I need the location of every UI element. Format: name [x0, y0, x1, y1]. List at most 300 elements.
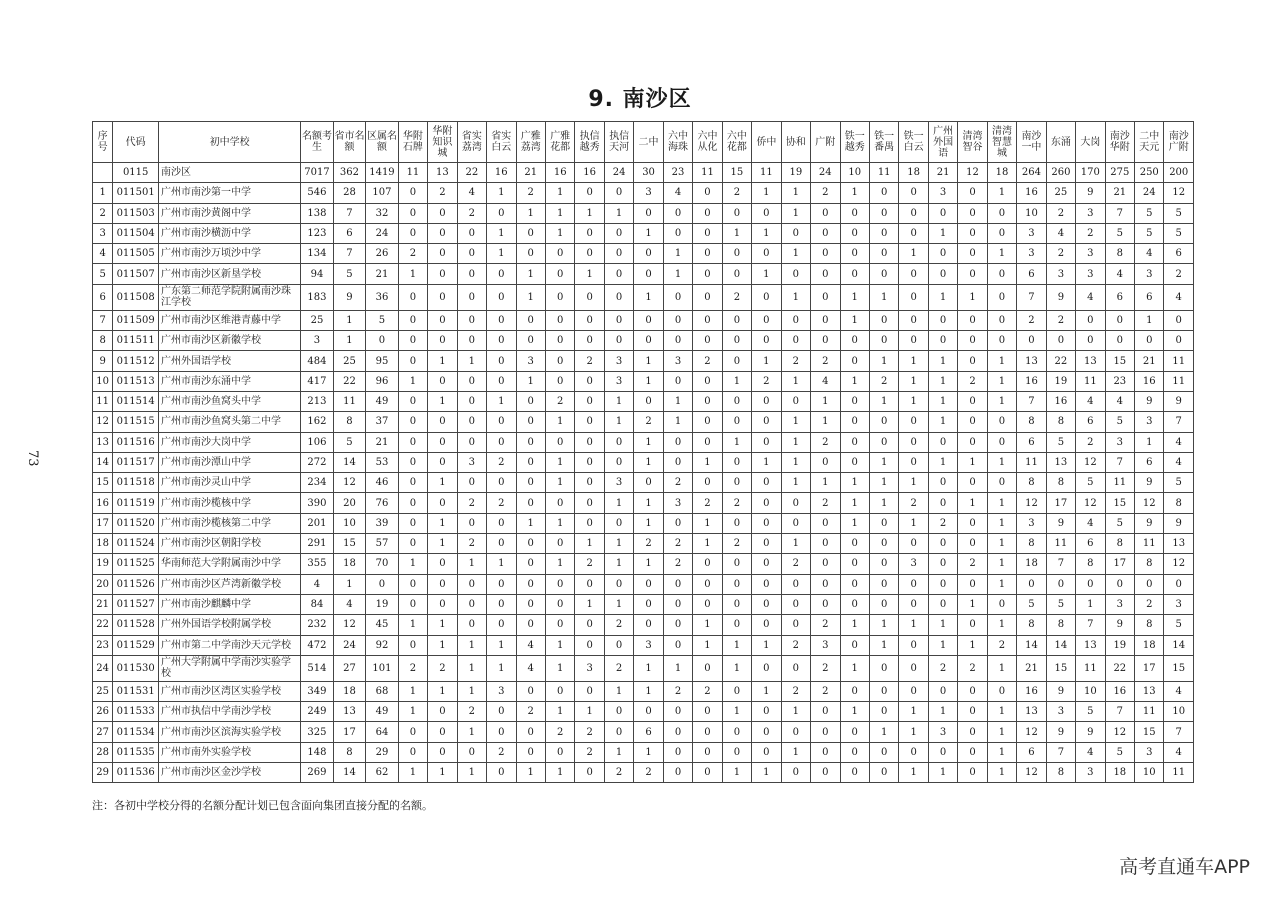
table-cell: 2 [722, 183, 751, 203]
table-cell: 1 [987, 554, 1016, 574]
table-cell: 0 [575, 391, 604, 411]
table-cell: 1 [428, 473, 457, 493]
table-cell: 0 [752, 655, 781, 681]
table-cell: 0 [693, 574, 722, 594]
table-cell: 3 [1076, 264, 1105, 284]
table-header-row [93, 122, 1194, 163]
table-cell: 4 [1164, 432, 1194, 452]
table-cell: 011529 [113, 635, 159, 655]
table-cell: 0 [958, 615, 987, 635]
table-cell: 1 [840, 183, 869, 203]
table-cell: 28 [333, 183, 366, 203]
table-cell: 0 [811, 722, 840, 742]
table-cell: 2 [958, 655, 987, 681]
table-cell: 0 [398, 513, 427, 533]
table-cell: 0 [457, 371, 486, 391]
table-row [93, 763, 1194, 783]
column-header: 清湾智谷 [958, 122, 987, 163]
column-header: 广州外国语 [928, 122, 957, 163]
table-cell: 1 [428, 615, 457, 635]
table-cell: 3 [457, 452, 486, 472]
table-cell: 2 [811, 615, 840, 635]
table-cell: 0 [575, 763, 604, 783]
table-cell: 0 [693, 432, 722, 452]
table-cell: 0 [545, 574, 574, 594]
table-cell: 0 [811, 284, 840, 310]
table-cell: 8 [1046, 473, 1075, 493]
table-cell: 0 [457, 310, 486, 330]
table-cell: 0 [811, 331, 840, 351]
table-cell: 0 [811, 264, 840, 284]
table-cell: 0 [575, 635, 604, 655]
table-cell: 0 [428, 742, 457, 762]
table-cell: 1 [869, 351, 898, 371]
table-cell: 0 [722, 742, 751, 762]
table-cell: 8 [1135, 554, 1164, 574]
table-cell: 0 [899, 183, 928, 203]
table-cell: 107 [366, 183, 399, 203]
table-cell: 275 [1105, 163, 1134, 183]
table-cell: 0 [958, 473, 987, 493]
page-title: 9. 南沙区 [588, 87, 692, 112]
table-cell: 200 [1164, 163, 1194, 183]
table-cell: 2 [811, 681, 840, 701]
table-cell: 0 [663, 331, 692, 351]
table-cell: 1 [840, 284, 869, 310]
table-cell: 0 [928, 574, 957, 594]
table-cell: 3 [301, 331, 334, 351]
column-header: 铁一番禺 [869, 122, 898, 163]
table-cell: 0 [575, 473, 604, 493]
table-cell: 4 [1135, 244, 1164, 264]
school-name-cell: 广州市南沙区新徽学校 [159, 331, 301, 351]
table-cell: 362 [333, 163, 366, 183]
table-cell: 0 [693, 763, 722, 783]
table-cell: 1 [634, 513, 663, 533]
table-cell: 1 [752, 223, 781, 243]
table-cell: 0 [958, 534, 987, 554]
table-cell: 2 [693, 493, 722, 513]
table-cell: 3 [663, 351, 692, 371]
table-cell: 2 [811, 493, 840, 513]
table-cell: 1 [722, 635, 751, 655]
table-cell: 2 [781, 554, 810, 574]
table-cell: 1 [722, 763, 751, 783]
table-cell: 0 [722, 722, 751, 742]
table-cell: 0 [899, 310, 928, 330]
table-cell: 0 [634, 473, 663, 493]
table-cell: 0 [575, 412, 604, 432]
table-cell: 12 [333, 615, 366, 635]
table-cell: 8 [1046, 412, 1075, 432]
table-cell: 4 [516, 635, 545, 655]
table-cell: 11 [1164, 763, 1194, 783]
table-cell: 2 [545, 722, 574, 742]
table-cell: 0 [869, 742, 898, 762]
table-cell: 472 [301, 635, 334, 655]
table-cell: 3 [516, 351, 545, 371]
table-cell: 138 [301, 203, 334, 223]
table-cell: 0 [604, 513, 633, 533]
table-row [93, 742, 1194, 762]
table-cell: 2 [487, 493, 516, 513]
column-header: 侨中 [752, 122, 781, 163]
table-cell: 0 [781, 722, 810, 742]
table-cell: 1 [93, 183, 113, 203]
table-cell: 4 [1105, 264, 1134, 284]
table-cell: 1 [958, 635, 987, 655]
column-header: 序号 [93, 122, 113, 163]
table-cell: 0 [693, 391, 722, 411]
table-cell: 5 [1046, 594, 1075, 614]
table-cell: 0 [516, 722, 545, 742]
table-cell: 1 [987, 722, 1016, 742]
table-cell: 0 [428, 452, 457, 472]
table-cell: 16 [1017, 371, 1046, 391]
table-cell: 1 [604, 534, 633, 554]
table-cell: 22 [1105, 655, 1134, 681]
table-cell: 5 [93, 264, 113, 284]
table-row [93, 554, 1194, 574]
table-cell: 0 [752, 513, 781, 533]
table-cell: 5 [1164, 473, 1194, 493]
table-cell: 2 [457, 534, 486, 554]
table-cell: 1 [811, 391, 840, 411]
table-cell: 0 [516, 534, 545, 554]
table-cell: 011520 [113, 513, 159, 533]
table-cell: 0 [722, 594, 751, 614]
table-cell: 0 [869, 513, 898, 533]
table-cell: 011531 [113, 681, 159, 701]
column-header: 省实白云 [487, 122, 516, 163]
table-cell: 1 [899, 722, 928, 742]
table-cell: 0 [958, 244, 987, 264]
table-cell: 1 [752, 264, 781, 284]
table-cell: 0 [869, 574, 898, 594]
table-cell: 57 [366, 534, 399, 554]
table-cell: 16 [93, 493, 113, 513]
table-cell: 26 [366, 244, 399, 264]
table-cell: 6 [1135, 452, 1164, 472]
table-cell: 1 [634, 493, 663, 513]
table-cell: 0 [575, 284, 604, 310]
table-cell: 0 [811, 763, 840, 783]
table-cell: 0 [457, 432, 486, 452]
table-cell: 0 [693, 722, 722, 742]
table-cell: 1 [752, 635, 781, 655]
table-cell: 0 [545, 351, 574, 371]
table-cell: 1 [899, 615, 928, 635]
table-cell: 9 [1076, 183, 1105, 203]
column-header: 南沙一中 [1017, 122, 1046, 163]
table-cell: 0 [928, 554, 957, 574]
table-cell: 2 [634, 412, 663, 432]
table-cell: 29 [93, 763, 113, 783]
table-row [93, 284, 1194, 310]
table-cell: 0 [840, 594, 869, 614]
table-cell: 162 [301, 412, 334, 432]
table-cell: 0 [428, 371, 457, 391]
table-cell: 12 [93, 412, 113, 432]
table-cell: 0 [722, 351, 751, 371]
table-cell: 0 [840, 391, 869, 411]
table-cell: 11 [1105, 473, 1134, 493]
table-cell: 0 [840, 534, 869, 554]
table-row [93, 473, 1194, 493]
table-cell: 0 [693, 203, 722, 223]
table-cell: 0 [545, 331, 574, 351]
column-header: 六中海珠 [663, 122, 692, 163]
table-cell: 0 [958, 391, 987, 411]
table-cell: 011507 [113, 264, 159, 284]
table-cell: 1 [899, 513, 928, 533]
table-cell: 1 [457, 554, 486, 574]
summary-row [93, 163, 1194, 183]
column-header: 省实荔湾 [457, 122, 486, 163]
table-cell: 1 [958, 594, 987, 614]
table-cell: 0 [663, 310, 692, 330]
table-cell: 0 [545, 493, 574, 513]
table-cell: 8 [1076, 554, 1105, 574]
table-cell: 68 [366, 681, 399, 701]
table-cell: 2 [575, 554, 604, 574]
table-cell: 1 [781, 284, 810, 310]
table-cell: 0 [987, 331, 1016, 351]
table-cell: 0 [752, 244, 781, 264]
school-name-cell: 广州市南沙横沥中学 [159, 223, 301, 243]
table-row [93, 574, 1194, 594]
table-cell: 0 [604, 223, 633, 243]
table-cell: 2 [457, 203, 486, 223]
table-cell: 0 [958, 183, 987, 203]
column-header: 省市名额 [333, 122, 366, 163]
table-cell: 0 [928, 493, 957, 513]
table-cell: 7 [333, 244, 366, 264]
school-name-cell: 广州市南沙区新垦学校 [159, 264, 301, 284]
table-cell: 0 [693, 554, 722, 574]
table-cell: 0 [487, 702, 516, 722]
school-name-cell: 广州市南沙区维港青藤中学 [159, 310, 301, 330]
table-cell: 0 [899, 452, 928, 472]
table-cell: 011503 [113, 203, 159, 223]
table-cell: 0 [811, 534, 840, 554]
table-cell: 13 [1135, 681, 1164, 701]
table-cell: 3 [928, 183, 957, 203]
table-cell: 0 [575, 223, 604, 243]
table-cell: 6 [1076, 534, 1105, 554]
table-cell: 4 [1164, 284, 1194, 310]
table-cell: 0 [516, 391, 545, 411]
table-cell: 3 [634, 183, 663, 203]
table-cell: 1 [545, 702, 574, 722]
table-cell: 0 [457, 615, 486, 635]
table-cell: 355 [301, 554, 334, 574]
table-cell: 18 [1105, 763, 1134, 783]
school-name-cell: 广州市南外实验学校 [159, 742, 301, 762]
table-cell: 0 [545, 244, 574, 264]
table-cell: 1 [722, 655, 751, 681]
table-cell: 64 [366, 722, 399, 742]
table-cell: 0 [663, 742, 692, 762]
table-cell: 0 [398, 432, 427, 452]
table-cell: 0 [752, 310, 781, 330]
table-row [93, 655, 1194, 681]
table-cell: 0 [693, 594, 722, 614]
table-cell: 011530 [113, 655, 159, 681]
table-cell: 18 [93, 534, 113, 554]
table-cell: 0 [899, 574, 928, 594]
table-cell: 0 [840, 432, 869, 452]
table-cell: 0 [899, 534, 928, 554]
table-cell: 0 [604, 284, 633, 310]
table-cell: 12 [1017, 763, 1046, 783]
table-cell: 9 [1164, 391, 1194, 411]
table-cell: 1 [663, 391, 692, 411]
table-cell: 11 [1046, 534, 1075, 554]
table-cell: 9 [333, 284, 366, 310]
table-cell: 13 [1017, 351, 1046, 371]
table-cell: 6 [1017, 432, 1046, 452]
table-cell: 7017 [301, 163, 334, 183]
school-name-cell: 南沙区 [159, 163, 301, 183]
table-cell: 36 [366, 284, 399, 310]
table-cell: 0 [693, 223, 722, 243]
table-cell: 15 [333, 534, 366, 554]
table-cell: 011528 [113, 615, 159, 635]
table-cell: 1 [781, 534, 810, 554]
table-cell: 0 [958, 742, 987, 762]
table-cell: 0 [899, 412, 928, 432]
table-cell: 0 [869, 331, 898, 351]
table-cell: 25 [93, 681, 113, 701]
table-cell: 24 [93, 655, 113, 681]
table-cell: 8 [1105, 534, 1134, 554]
table-cell: 14 [333, 452, 366, 472]
table-cell: 2 [457, 702, 486, 722]
table-cell: 7 [1046, 554, 1075, 574]
table-cell: 0 [781, 574, 810, 594]
table-cell: 1 [987, 452, 1016, 472]
table-cell: 2 [516, 702, 545, 722]
school-name-cell: 广州市南沙潭山中学 [159, 452, 301, 472]
table-cell: 24 [1135, 183, 1164, 203]
table-cell: 2 [398, 655, 427, 681]
column-header: 二中天元 [1135, 122, 1164, 163]
table-cell: 0 [545, 264, 574, 284]
table-cell: 5 [1076, 473, 1105, 493]
table-cell: 0 [958, 412, 987, 432]
table-cell: 1 [545, 473, 574, 493]
table-cell: 1 [516, 284, 545, 310]
table-cell: 0 [752, 702, 781, 722]
table-cell: 1 [899, 244, 928, 264]
table-cell: 49 [366, 391, 399, 411]
table-cell: 0 [811, 702, 840, 722]
table-cell: 1 [634, 742, 663, 762]
table-cell: 26 [93, 702, 113, 722]
table-cell: 0 [1076, 331, 1105, 351]
table-cell: 0 [693, 742, 722, 762]
table-cell: 0 [840, 351, 869, 371]
table-cell: 0 [398, 594, 427, 614]
table-cell: 16 [487, 163, 516, 183]
table-cell: 0 [487, 473, 516, 493]
table-cell: 92 [366, 635, 399, 655]
table-cell: 13 [1046, 452, 1075, 472]
school-name-cell: 广州市南沙区金沙学校 [159, 763, 301, 783]
table-cell: 16 [545, 163, 574, 183]
table-cell: 0 [869, 554, 898, 574]
table-cell: 1 [869, 452, 898, 472]
table-cell: 5 [1105, 412, 1134, 432]
table-cell: 9 [1135, 473, 1164, 493]
table-cell: 11 [752, 163, 781, 183]
table-cell: 1 [604, 742, 633, 762]
table-cell: 12 [958, 163, 987, 183]
table-cell: 8 [1017, 473, 1046, 493]
table-cell: 260 [1046, 163, 1075, 183]
table-cell: 0 [987, 284, 1016, 310]
table-cell: 0 [899, 432, 928, 452]
table-cell: 1 [575, 203, 604, 223]
table-cell: 2 [604, 763, 633, 783]
table-cell: 3 [1135, 742, 1164, 762]
table-cell: 011501 [113, 183, 159, 203]
column-header: 广附 [811, 122, 840, 163]
table-cell: 0 [899, 264, 928, 284]
table-cell: 19 [1046, 371, 1075, 391]
table-cell: 0 [428, 702, 457, 722]
table-cell: 213 [301, 391, 334, 411]
table-cell: 7 [1105, 702, 1134, 722]
table-cell: 0 [958, 264, 987, 284]
table-cell: 0 [869, 412, 898, 432]
table-cell: 8 [93, 331, 113, 351]
table-cell: 0 [958, 310, 987, 330]
table-cell: 0 [928, 264, 957, 284]
table-cell: 0 [840, 554, 869, 574]
table-cell: 10 [1135, 763, 1164, 783]
table-cell: 0 [752, 742, 781, 762]
column-header: 二中 [634, 122, 663, 163]
watermark-brand: 高考直通车APP [1119, 856, 1250, 878]
table-cell: 14 [1017, 635, 1046, 655]
table-cell: 12 [1164, 183, 1194, 203]
column-header: 执信越秀 [575, 122, 604, 163]
table-cell: 0 [487, 310, 516, 330]
table-cell: 1 [428, 351, 457, 371]
table-cell: 28 [93, 742, 113, 762]
table-cell: 1 [928, 452, 957, 472]
table-cell: 17 [1135, 655, 1164, 681]
table-cell: 1 [869, 473, 898, 493]
table-cell: 1 [545, 412, 574, 432]
table-row [93, 432, 1194, 452]
table-cell: 0 [899, 655, 928, 681]
table-cell: 1 [869, 391, 898, 411]
table-cell: 0 [722, 452, 751, 472]
table-cell: 0 [722, 331, 751, 351]
table-cell: 11 [1164, 371, 1194, 391]
table-row [93, 452, 1194, 472]
table-cell: 1 [928, 371, 957, 391]
table-cell: 1 [634, 351, 663, 371]
table-cell: 1 [604, 594, 633, 614]
table-cell: 0 [869, 594, 898, 614]
table-cell: 0 [663, 223, 692, 243]
table-cell: 2 [575, 351, 604, 371]
table-cell: 24 [604, 163, 633, 183]
